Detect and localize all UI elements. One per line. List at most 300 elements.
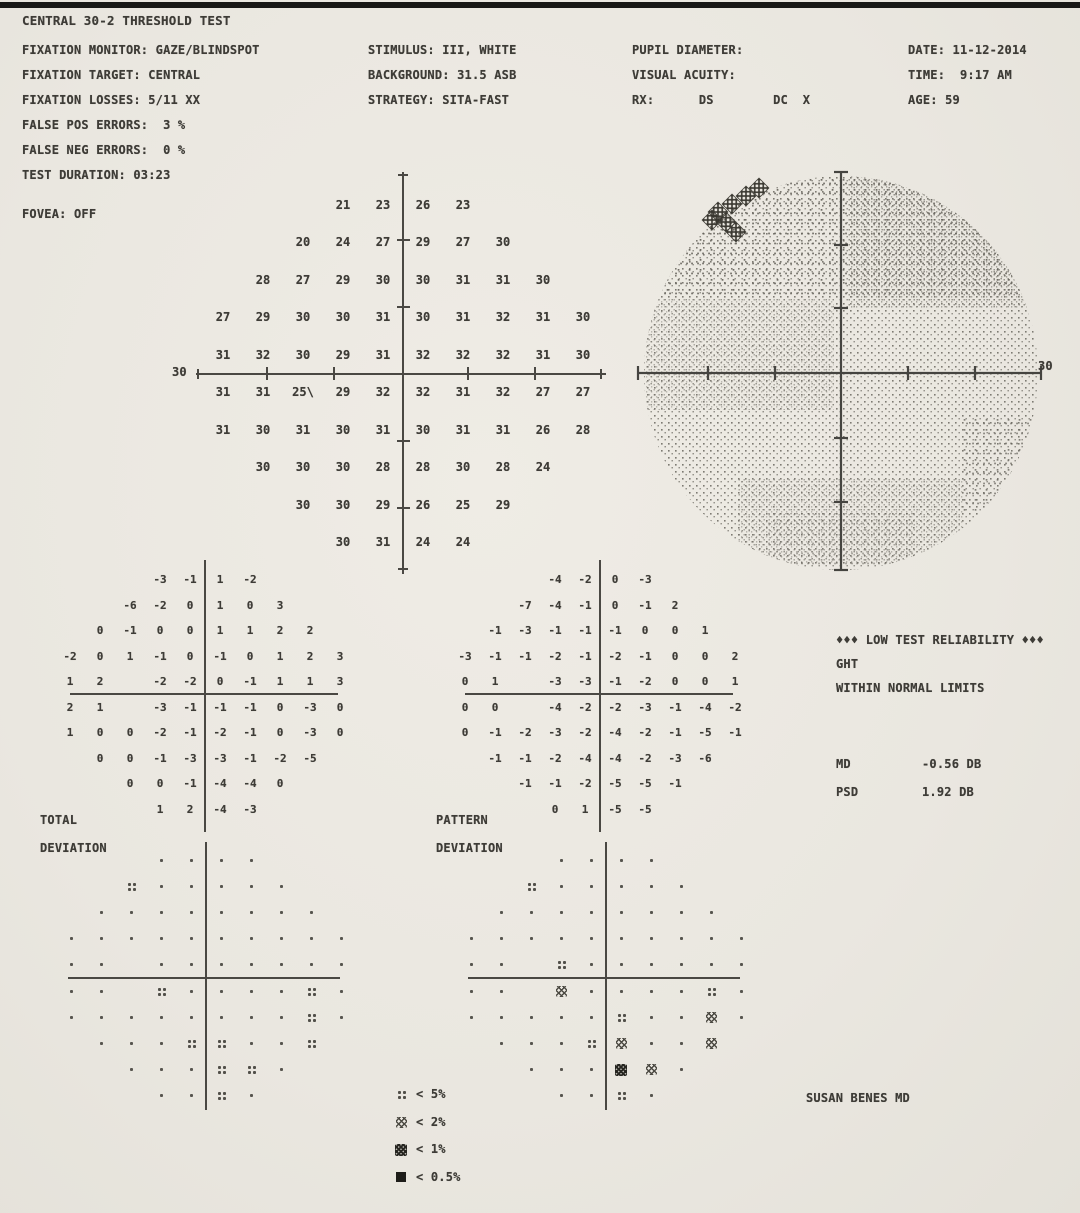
grid-cell: -2 bbox=[153, 598, 167, 612]
grid-cell: 0 bbox=[276, 726, 284, 740]
grid-cell: 2 bbox=[671, 598, 679, 612]
probability-cell bbox=[86, 873, 116, 899]
probability-cell bbox=[666, 1083, 696, 1109]
probability-symbol-d bbox=[620, 911, 623, 914]
probability-cell bbox=[296, 926, 326, 952]
text-line: STRATEGY: SITA-FAST bbox=[368, 93, 510, 107]
grid-cell: 0 bbox=[186, 598, 194, 612]
grid-cell: 30 bbox=[295, 347, 311, 362]
probability-cell bbox=[636, 847, 666, 873]
grid-cell bbox=[483, 524, 523, 562]
probability-cell bbox=[86, 1030, 116, 1056]
grid-cell bbox=[325, 797, 355, 823]
probability-cell bbox=[86, 1057, 116, 1083]
probability-cell bbox=[576, 1030, 606, 1056]
probability-cell bbox=[456, 1083, 486, 1109]
grid-cell bbox=[720, 593, 750, 619]
grid-cell: 29 bbox=[335, 272, 351, 287]
psd-value: 1.92 DB bbox=[922, 785, 974, 799]
probability-cell bbox=[636, 1057, 666, 1083]
probability-symbol-d bbox=[470, 990, 473, 993]
grid-cell: 2 bbox=[731, 649, 739, 663]
grid-cell: -3 bbox=[153, 700, 167, 714]
grid-cell: -4 bbox=[213, 777, 227, 791]
grid-cell bbox=[283, 524, 323, 562]
grid-cell: 30 bbox=[255, 460, 271, 475]
grid-cell: 0 bbox=[701, 675, 709, 689]
probability-symbol-d bbox=[160, 911, 163, 914]
probability-symbol-d bbox=[560, 1068, 563, 1071]
probability-symbol-d bbox=[130, 937, 133, 940]
grid-cell: -5 bbox=[638, 777, 652, 791]
grid-cell bbox=[203, 486, 243, 524]
probability-symbol-d bbox=[250, 937, 253, 940]
probability-cell bbox=[236, 873, 266, 899]
probability-symbol-d bbox=[500, 990, 503, 993]
probability-cell bbox=[146, 952, 176, 978]
probability-cell bbox=[56, 847, 86, 873]
probability-cell bbox=[326, 1030, 356, 1056]
grid-cell: -2 bbox=[153, 675, 167, 689]
grid-cell: 1 bbox=[216, 598, 224, 612]
probability-cell bbox=[726, 1057, 756, 1083]
probability-symbol-d bbox=[500, 1016, 503, 1019]
axis-tick bbox=[398, 568, 408, 570]
grid-cell: 0 bbox=[156, 777, 164, 791]
probability-symbol-d bbox=[500, 937, 503, 940]
probability-cell bbox=[576, 952, 606, 978]
probability-symbol-d bbox=[680, 911, 683, 914]
grid-cell: 30 bbox=[415, 310, 431, 325]
probability-cell bbox=[326, 926, 356, 952]
probability-symbol-d bbox=[310, 911, 313, 914]
grid-cell: -2 bbox=[548, 751, 562, 765]
probability-symbol-d bbox=[160, 1016, 163, 1019]
grid-cell: -2 bbox=[213, 726, 227, 740]
grid-cell bbox=[243, 224, 283, 262]
probability-cell bbox=[266, 952, 296, 978]
probability-cell bbox=[116, 873, 146, 899]
probability-symbol-d bbox=[560, 1094, 563, 1097]
probability-cell bbox=[636, 1083, 666, 1109]
grid-cell: 1 bbox=[731, 675, 739, 689]
probability-cell bbox=[636, 899, 666, 925]
probability-symbol-d bbox=[470, 1016, 473, 1019]
grid-cell bbox=[523, 224, 563, 262]
probability-cell bbox=[116, 978, 146, 1004]
probability-cell bbox=[696, 1004, 726, 1030]
probability-symbol-d bbox=[70, 963, 73, 966]
grid-cell: 1 bbox=[276, 649, 284, 663]
axis-tick bbox=[197, 369, 199, 379]
probability-cell bbox=[236, 978, 266, 1004]
grid-cell: 24 bbox=[415, 535, 431, 550]
probability-cell bbox=[726, 1004, 756, 1030]
probability-symbol-d bbox=[190, 990, 193, 993]
grid-cell: 3 bbox=[336, 649, 344, 663]
grid-cell: 0 bbox=[96, 649, 104, 663]
grid-cell bbox=[295, 797, 325, 823]
probability-cell bbox=[296, 1004, 326, 1030]
probability-cell bbox=[666, 952, 696, 978]
grid-cell bbox=[720, 797, 750, 823]
text-line: FIXATION TARGET: CENTRAL bbox=[22, 68, 201, 82]
probability-symbol-d bbox=[680, 1068, 683, 1071]
probability-cell bbox=[486, 926, 516, 952]
probability-symbol-q bbox=[218, 1092, 221, 1095]
probability-cell bbox=[486, 873, 516, 899]
probability-symbol-q bbox=[588, 1040, 591, 1043]
grid-cell bbox=[480, 593, 510, 619]
grid-cell: 31 bbox=[375, 310, 391, 325]
probability-cell bbox=[576, 873, 606, 899]
legend-label: < 5% bbox=[416, 1087, 446, 1101]
probability-symbol-q bbox=[308, 1014, 311, 1017]
probability-symbol-d bbox=[680, 990, 683, 993]
probability-symbol-q bbox=[618, 1014, 621, 1017]
grid-cell: 0 bbox=[491, 700, 499, 714]
probability-symbol-q bbox=[218, 1040, 221, 1043]
probability-cell bbox=[576, 1057, 606, 1083]
probability-cell bbox=[636, 873, 666, 899]
grid-cell: 23 bbox=[375, 197, 391, 212]
grid-cell: 0 bbox=[611, 573, 619, 587]
text-line: TEST DURATION: 03:23 bbox=[22, 168, 171, 182]
probability-cell bbox=[486, 952, 516, 978]
probability-symbol-d bbox=[100, 963, 103, 966]
grid-cell: 31 bbox=[495, 272, 511, 287]
grid-cell: 0 bbox=[126, 726, 134, 740]
grid-cell: -5 bbox=[638, 802, 652, 816]
grid-cell: 0 bbox=[551, 802, 559, 816]
probability-cell bbox=[696, 926, 726, 952]
grid-cell: -5 bbox=[303, 751, 317, 765]
grid-cell bbox=[325, 593, 355, 619]
grid-cell: 1 bbox=[246, 624, 254, 638]
grid-cell bbox=[690, 797, 720, 823]
grid-cell: 24 bbox=[535, 460, 551, 475]
grid-cell: -1 bbox=[578, 624, 592, 638]
grid-cell: -2 bbox=[183, 675, 197, 689]
probability-symbol-d bbox=[590, 859, 593, 862]
grid-cell: -2 bbox=[578, 777, 592, 791]
grid-cell: 0 bbox=[246, 598, 254, 612]
probability-cell bbox=[206, 1083, 236, 1109]
probability-symbol-h2 bbox=[616, 1038, 627, 1049]
probability-cell bbox=[326, 1083, 356, 1109]
grid-cell: 3 bbox=[276, 598, 284, 612]
grid-cell: -1 bbox=[213, 700, 227, 714]
probability-symbol-d bbox=[280, 1068, 283, 1071]
probability-cell bbox=[546, 978, 576, 1004]
probability-cell bbox=[206, 899, 236, 925]
probability-symbol-d bbox=[100, 1042, 103, 1045]
scan-top-edge bbox=[0, 2, 1080, 8]
grid-cell: -6 bbox=[698, 751, 712, 765]
grid-cell: 0 bbox=[701, 649, 709, 663]
grid-cell bbox=[203, 524, 243, 562]
text-line: RX: DS DC X bbox=[632, 93, 811, 107]
grid-cell bbox=[115, 567, 145, 593]
legend-row bbox=[393, 1088, 446, 1101]
axis-tick bbox=[397, 306, 410, 308]
text-line: FALSE POS ERRORS: 3 % bbox=[22, 118, 186, 132]
probability-symbol-d bbox=[280, 911, 283, 914]
probability-cell bbox=[696, 978, 726, 1004]
grid-cell: -3 bbox=[638, 573, 652, 587]
probability-cell bbox=[56, 899, 86, 925]
probability-cell bbox=[86, 1083, 116, 1109]
grid-cell: 27 bbox=[455, 235, 471, 250]
probability-cell bbox=[116, 1004, 146, 1030]
probability-cell bbox=[236, 926, 266, 952]
grid-cell bbox=[483, 186, 523, 224]
probability-cell bbox=[146, 978, 176, 1004]
probability-cell bbox=[206, 1057, 236, 1083]
grid-cell: 26 bbox=[535, 422, 551, 437]
grid-cell: -1 bbox=[488, 649, 502, 663]
grid-cell bbox=[85, 593, 115, 619]
probability-symbol-d bbox=[190, 859, 193, 862]
probability-symbol-d bbox=[220, 911, 223, 914]
probability-cell bbox=[576, 1004, 606, 1030]
probability-symbol-d bbox=[590, 990, 593, 993]
probability-cell bbox=[236, 952, 266, 978]
grid-cell: 31 bbox=[455, 310, 471, 325]
grid-cell: 0 bbox=[126, 777, 134, 791]
grid-cell bbox=[563, 524, 603, 562]
grid-cell: 2 bbox=[306, 624, 314, 638]
probability-cell bbox=[146, 1083, 176, 1109]
probability-cell bbox=[176, 1083, 206, 1109]
probability-symbol-d bbox=[650, 1016, 653, 1019]
probability-cell bbox=[86, 978, 116, 1004]
probability-cell bbox=[546, 847, 576, 873]
probability-symbol-d bbox=[220, 1016, 223, 1019]
probability-symbol-d bbox=[340, 990, 343, 993]
probability-cell bbox=[516, 847, 546, 873]
probability-cell bbox=[516, 1004, 546, 1030]
grid-cell bbox=[480, 567, 510, 593]
probability-symbol-d bbox=[280, 937, 283, 940]
grid-cell: -2 bbox=[608, 649, 622, 663]
probability-cell bbox=[606, 952, 636, 978]
probability-symbol-d bbox=[560, 859, 563, 862]
probability-symbol-d bbox=[250, 1094, 253, 1097]
probability-cell bbox=[176, 1057, 206, 1083]
grid-cell bbox=[55, 593, 85, 619]
grid-cell: -5 bbox=[698, 726, 712, 740]
grid-cell: 29 bbox=[415, 235, 431, 250]
grid-cell: -1 bbox=[213, 649, 227, 663]
probability-cell bbox=[516, 952, 546, 978]
grid-cell: -1 bbox=[183, 573, 197, 587]
grid-cell: 0 bbox=[336, 700, 344, 714]
probability-symbol-d bbox=[680, 937, 683, 940]
probability-cell bbox=[326, 847, 356, 873]
grid-cell: 32 bbox=[255, 347, 271, 362]
probability-cell bbox=[606, 1004, 636, 1030]
text-line: PUPIL DIAMETER: bbox=[632, 43, 744, 57]
grid-cell: 1 bbox=[701, 624, 709, 638]
probability-cell bbox=[296, 1057, 326, 1083]
grid-cell: 30 bbox=[535, 272, 551, 287]
psd-label: PSD bbox=[836, 785, 859, 799]
probability-symbol-d bbox=[130, 1016, 133, 1019]
probability-cell bbox=[236, 1057, 266, 1083]
probability-cell bbox=[606, 1083, 636, 1109]
probability-cell bbox=[606, 978, 636, 1004]
grid-cell: -6 bbox=[123, 598, 137, 612]
grid-cell: -1 bbox=[243, 726, 257, 740]
grid-cell bbox=[720, 746, 750, 772]
probability-symbol-d bbox=[160, 1094, 163, 1097]
probability-symbol-d bbox=[190, 911, 193, 914]
probability-cell bbox=[176, 1004, 206, 1030]
probability-cell bbox=[546, 1057, 576, 1083]
probability-cell bbox=[666, 899, 696, 925]
grid-cell: 30 bbox=[295, 497, 311, 512]
probability-cell bbox=[236, 1030, 266, 1056]
grid-cell: -1 bbox=[668, 777, 682, 791]
probability-symbol-d bbox=[740, 990, 743, 993]
probability-cell bbox=[86, 926, 116, 952]
probability-cell bbox=[296, 1083, 326, 1109]
grid-cell: -2 bbox=[63, 649, 77, 663]
probability-symbol-h2 bbox=[396, 1117, 407, 1128]
pattern-label: PATTERN bbox=[436, 813, 488, 827]
probability-cell bbox=[296, 899, 326, 925]
probability-cell bbox=[516, 978, 546, 1004]
probability-symbol-d bbox=[100, 911, 103, 914]
probability-symbol-d bbox=[710, 963, 713, 966]
grid-cell bbox=[55, 746, 85, 772]
grid-cell: 29 bbox=[335, 347, 351, 362]
probability-cell bbox=[236, 847, 266, 873]
grid-cell bbox=[563, 486, 603, 524]
probability-cell bbox=[666, 847, 696, 873]
grid-cell: 27 bbox=[375, 235, 391, 250]
grid-cell: -2 bbox=[578, 726, 592, 740]
probability-cell bbox=[486, 847, 516, 873]
grid-cell: 2 bbox=[276, 624, 284, 638]
grid-cell: 31 bbox=[375, 535, 391, 550]
grid-cell: -3 bbox=[153, 573, 167, 587]
grid-cell bbox=[325, 567, 355, 593]
probability-symbol-h2 bbox=[706, 1012, 717, 1023]
pattern-deviation-label: DEVIATION bbox=[436, 841, 503, 855]
probability-cell bbox=[206, 978, 236, 1004]
grid-cell: 0 bbox=[461, 700, 469, 714]
grid-cell: 2 bbox=[66, 700, 74, 714]
grid-cell: 32 bbox=[495, 347, 511, 362]
grid-cell: 1 bbox=[216, 573, 224, 587]
probability-cell bbox=[296, 1030, 326, 1056]
probability-cell bbox=[696, 847, 726, 873]
grid-cell bbox=[243, 186, 283, 224]
grid-cell bbox=[325, 771, 355, 797]
probability-symbol-d bbox=[620, 885, 623, 888]
probability-cell bbox=[266, 926, 296, 952]
grid-cell: 31 bbox=[375, 347, 391, 362]
grid-cell: 0 bbox=[96, 751, 104, 765]
page-title: CENTRAL 30-2 THRESHOLD TEST bbox=[22, 13, 231, 28]
grid-cell bbox=[295, 567, 325, 593]
probability-symbol-d bbox=[680, 885, 683, 888]
probability-cell bbox=[516, 1057, 546, 1083]
grid-cell: 2 bbox=[96, 675, 104, 689]
grid-cell: 30 bbox=[335, 422, 351, 437]
probability-cell bbox=[116, 1030, 146, 1056]
grid-cell bbox=[480, 771, 510, 797]
grid-cell: 27 bbox=[215, 310, 231, 325]
grid-cell: -4 bbox=[243, 777, 257, 791]
probability-symbol-d bbox=[710, 937, 713, 940]
probability-symbol-d bbox=[280, 1016, 283, 1019]
probability-symbol-d bbox=[160, 1042, 163, 1045]
probability-symbol-d bbox=[650, 1094, 653, 1097]
probability-cell bbox=[696, 899, 726, 925]
grid-cell: -4 bbox=[608, 726, 622, 740]
grid-cell: -1 bbox=[548, 777, 562, 791]
grayscale-axis-label-30: 30 bbox=[1038, 359, 1053, 373]
probability-cell bbox=[56, 1004, 86, 1030]
probability-cell bbox=[546, 873, 576, 899]
probability-symbol-d bbox=[590, 963, 593, 966]
probability-cell bbox=[606, 873, 636, 899]
probability-symbol-d bbox=[590, 1068, 593, 1071]
grid-cell: -3 bbox=[548, 675, 562, 689]
probability-cell bbox=[266, 1004, 296, 1030]
probability-cell bbox=[516, 1030, 546, 1056]
probability-symbol-d bbox=[590, 911, 593, 914]
probability-symbol-d bbox=[160, 937, 163, 940]
grid-cell: 2 bbox=[186, 802, 194, 816]
probability-cell bbox=[206, 952, 236, 978]
grid-cell: -5 bbox=[608, 777, 622, 791]
grid-cell: 31 bbox=[455, 385, 471, 400]
grid-cell: 0 bbox=[216, 675, 224, 689]
grid-cell: 27 bbox=[575, 385, 591, 400]
grid-cell: -2 bbox=[608, 700, 622, 714]
grid-cell bbox=[523, 186, 563, 224]
grid-cell: 0 bbox=[671, 624, 679, 638]
grid-cell: 0 bbox=[186, 649, 194, 663]
grid-cell: -1 bbox=[608, 624, 622, 638]
grid-cell bbox=[450, 593, 480, 619]
grid-cell: 29 bbox=[375, 497, 391, 512]
grid-cell: 32 bbox=[495, 310, 511, 325]
td-probability-plot bbox=[56, 847, 356, 1109]
total-deviation-grid bbox=[55, 567, 355, 822]
low-reliability-warning: ♦♦♦ LOW TEST RELIABILITY ♦♦♦ bbox=[836, 633, 1044, 647]
probability-cell bbox=[456, 978, 486, 1004]
grid-cell: -2 bbox=[548, 649, 562, 663]
probability-symbol-d bbox=[500, 963, 503, 966]
grid-cell: -4 bbox=[548, 573, 562, 587]
grid-cell: 2 bbox=[306, 649, 314, 663]
grid-cell: 0 bbox=[336, 726, 344, 740]
probability-symbol-d bbox=[130, 1042, 133, 1045]
grid-cell: 20 bbox=[295, 235, 311, 250]
grid-cell bbox=[55, 618, 85, 644]
grid-cell: -3 bbox=[668, 751, 682, 765]
probability-symbol-d bbox=[190, 1068, 193, 1071]
probability-symbol-d bbox=[220, 885, 223, 888]
probability-cell bbox=[266, 1030, 296, 1056]
probability-symbol-d bbox=[220, 963, 223, 966]
grid-cell: 30 bbox=[295, 460, 311, 475]
